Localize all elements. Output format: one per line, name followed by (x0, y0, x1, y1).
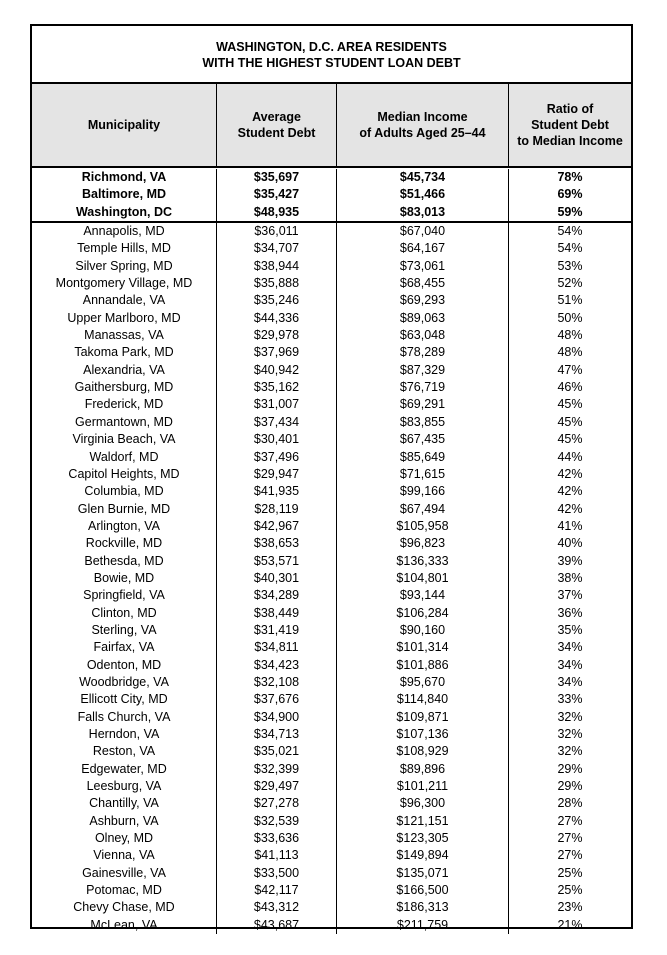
cell-average-debt: $33,500 (217, 865, 337, 882)
cell-municipality: Baltimore, MD (32, 186, 217, 203)
cell-ratio: 39% (557, 553, 583, 568)
cell-median-income: $107,136 (337, 726, 509, 743)
cell-median-income: $67,040 (337, 223, 509, 240)
cell-ratio: 50% (557, 310, 583, 325)
cell-average-debt: $35,246 (217, 292, 337, 309)
title-line-2: WITH THE HIGHEST STUDENT LOAN DEBT (202, 56, 461, 70)
cell-municipality: Manassas, VA (32, 327, 217, 344)
cell-average-debt: $29,947 (217, 466, 337, 483)
cell-average-debt: $37,969 (217, 344, 337, 361)
header-avg-debt-line-1: Average (252, 110, 301, 124)
table-row (32, 362, 631, 379)
cell-municipality: Silver Spring, MD (32, 258, 217, 275)
table-row (32, 501, 631, 518)
header-median-income-line-1: Median Income (377, 110, 468, 124)
table-row (32, 657, 631, 674)
cell-median-income: $89,896 (337, 761, 509, 778)
cell-municipality: Vienna, VA (32, 847, 217, 864)
cell-ratio: 69% (557, 187, 583, 202)
table-row (32, 292, 631, 309)
cell-average-debt: $38,944 (217, 258, 337, 275)
table-row (32, 310, 631, 327)
cell-ratio: 41% (557, 518, 583, 533)
cell-median-income: $186,313 (337, 899, 509, 916)
header-avg-debt-line-2: Student Debt (237, 126, 316, 140)
cell-municipality: Falls Church, VA (32, 709, 217, 726)
cell-ratio: 45% (557, 414, 583, 429)
cell-ratio: 38% (557, 570, 583, 585)
cell-municipality: Frederick, MD (32, 396, 217, 413)
cell-municipality: Potomac, MD (32, 882, 217, 899)
cell-municipality: Columbia, MD (32, 483, 217, 500)
table-row (32, 882, 631, 899)
cell-average-debt: $53,571 (217, 553, 337, 570)
cell-median-income: $85,649 (337, 449, 509, 466)
cell-ratio: 51% (557, 293, 583, 308)
cell-ratio: 47% (557, 362, 583, 377)
cell-municipality: Upper Marlboro, MD (32, 310, 217, 327)
cell-ratio: 48% (557, 345, 583, 360)
table-row (32, 223, 631, 240)
table-row (32, 917, 631, 934)
cell-ratio: 34% (557, 674, 583, 689)
header-ratio (509, 84, 631, 166)
cell-municipality: Herndon, VA (32, 726, 217, 743)
cell-municipality: Annapolis, MD (32, 223, 217, 240)
cell-ratio: 29% (557, 779, 583, 794)
table-row (32, 622, 631, 639)
cell-municipality: Glen Burnie, MD (32, 501, 217, 518)
cell-average-debt: $38,653 (217, 535, 337, 552)
cell-municipality: Washington, DC (32, 204, 217, 221)
cell-municipality: Ashburn, VA (32, 813, 217, 830)
header-ratio-line-2: Student Debt (531, 118, 609, 132)
cell-median-income: $69,291 (337, 396, 509, 413)
table-row (32, 204, 631, 223)
cell-median-income: $51,466 (337, 186, 509, 203)
cell-municipality: Ellicott City, MD (32, 691, 217, 708)
cell-municipality: Sterling, VA (32, 622, 217, 639)
cell-average-debt: $34,423 (217, 657, 337, 674)
cell-municipality: Gainesville, VA (32, 865, 217, 882)
cell-average-debt: $40,942 (217, 362, 337, 379)
cell-municipality: Gaithersburg, MD (32, 379, 217, 396)
cell-ratio: 42% (557, 466, 583, 481)
cell-ratio: 37% (557, 588, 583, 603)
cell-average-debt: $35,888 (217, 275, 337, 292)
cell-municipality: Odenton, MD (32, 657, 217, 674)
cell-median-income: $87,329 (337, 362, 509, 379)
cell-median-income: $83,013 (337, 204, 509, 221)
table-row (32, 553, 631, 570)
cell-median-income: $64,167 (337, 240, 509, 257)
cell-median-income: $149,894 (337, 847, 509, 864)
cell-median-income: $67,435 (337, 431, 509, 448)
table-row (32, 431, 631, 448)
cell-median-income: $211,759 (337, 917, 509, 934)
cell-average-debt: $36,011 (217, 223, 337, 240)
table-row (32, 414, 631, 431)
cell-average-debt: $42,967 (217, 518, 337, 535)
cell-ratio: 45% (557, 432, 583, 447)
cell-municipality: Bethesda, MD (32, 553, 217, 570)
table-row (32, 691, 631, 708)
cell-median-income: $166,500 (337, 882, 509, 899)
cell-average-debt: $28,119 (217, 501, 337, 518)
cell-municipality: Clinton, MD (32, 605, 217, 622)
cell-ratio: 59% (557, 204, 583, 219)
cell-average-debt: $41,113 (217, 847, 337, 864)
cell-median-income: $101,314 (337, 639, 509, 656)
cell-median-income: $136,333 (337, 553, 509, 570)
cell-average-debt: $29,497 (217, 778, 337, 795)
cell-median-income: $101,211 (337, 778, 509, 795)
cell-average-debt: $32,108 (217, 674, 337, 691)
cell-municipality: Germantown, MD (32, 414, 217, 431)
table-row (32, 726, 631, 743)
cell-municipality: Takoma Park, MD (32, 344, 217, 361)
cell-ratio: 27% (557, 831, 583, 846)
cell-ratio: 34% (557, 640, 583, 655)
cell-median-income: $69,293 (337, 292, 509, 309)
cell-average-debt: $34,713 (217, 726, 337, 743)
cell-ratio: 34% (557, 657, 583, 672)
table-row (32, 813, 631, 830)
cell-median-income: $67,494 (337, 501, 509, 518)
table-row (32, 639, 631, 656)
cell-municipality: Edgewater, MD (32, 761, 217, 778)
table-row (32, 396, 631, 413)
table-row (32, 605, 631, 622)
table-row (32, 743, 631, 760)
cell-median-income: $123,305 (337, 830, 509, 847)
cell-ratio: 28% (557, 796, 583, 811)
table-row (32, 587, 631, 604)
cell-median-income: $45,734 (337, 169, 509, 186)
cell-average-debt: $32,399 (217, 761, 337, 778)
cell-ratio: 54% (557, 224, 583, 239)
cell-median-income: $106,284 (337, 605, 509, 622)
table-row (32, 535, 631, 552)
cell-ratio: 27% (557, 813, 583, 828)
cell-ratio: 52% (557, 276, 583, 291)
cell-average-debt: $34,900 (217, 709, 337, 726)
cell-median-income: $71,615 (337, 466, 509, 483)
cell-median-income: $78,289 (337, 344, 509, 361)
cell-average-debt: $48,935 (217, 204, 337, 221)
table-row (32, 327, 631, 344)
table-row (32, 240, 631, 257)
cell-average-debt: $41,935 (217, 483, 337, 500)
cell-average-debt: $35,162 (217, 379, 337, 396)
cell-ratio: 32% (557, 709, 583, 724)
title-line-1: WASHINGTON, D.C. AREA RESIDENTS (216, 40, 447, 54)
cell-ratio: 42% (557, 484, 583, 499)
table-row (32, 899, 631, 916)
header-municipality (32, 84, 217, 166)
table-row (32, 483, 631, 500)
cell-median-income: $90,160 (337, 622, 509, 639)
cell-median-income: $105,958 (337, 518, 509, 535)
cell-municipality: Alexandria, VA (32, 362, 217, 379)
table-row (32, 186, 631, 203)
cell-municipality: Annandale, VA (32, 292, 217, 309)
cell-average-debt: $34,289 (217, 587, 337, 604)
cell-municipality: Reston, VA (32, 743, 217, 760)
cell-municipality: McLean, VA (32, 917, 217, 934)
cell-median-income: $101,886 (337, 657, 509, 674)
cell-median-income: $68,455 (337, 275, 509, 292)
header-ratio-line-3: to Median Income (517, 134, 623, 148)
cell-municipality: Bowie, MD (32, 570, 217, 587)
cell-average-debt: $27,278 (217, 795, 337, 812)
cell-median-income: $121,151 (337, 813, 509, 830)
cell-median-income: $76,719 (337, 379, 509, 396)
cell-ratio: 54% (557, 241, 583, 256)
cell-average-debt: $43,312 (217, 899, 337, 916)
table-row (32, 275, 631, 292)
table-row (32, 169, 631, 186)
cell-median-income: $109,871 (337, 709, 509, 726)
cell-median-income: $89,063 (337, 310, 509, 327)
table-row (32, 518, 631, 535)
table-row (32, 570, 631, 587)
cell-median-income: $104,801 (337, 570, 509, 587)
table-row (32, 379, 631, 396)
cell-ratio: 32% (557, 727, 583, 741)
cell-average-debt: $42,117 (217, 882, 337, 899)
cell-average-debt: $31,419 (217, 622, 337, 639)
table-row (32, 449, 631, 466)
cell-ratio: 40% (557, 536, 583, 551)
cell-average-debt: $37,496 (217, 449, 337, 466)
cell-ratio: 32% (557, 744, 583, 759)
cell-ratio: 25% (557, 883, 583, 898)
header-municipality-label: Municipality (87, 118, 161, 132)
header-median-income (337, 84, 509, 166)
cell-average-debt: $32,539 (217, 813, 337, 830)
cell-ratio: 42% (557, 501, 583, 516)
header-average-student-debt (217, 84, 337, 166)
cell-median-income: $96,823 (337, 535, 509, 552)
cell-average-debt: $35,427 (217, 186, 337, 203)
header-median-income-line-2: of Adults Aged 25–44 (359, 126, 486, 140)
cell-average-debt: $30,401 (217, 431, 337, 448)
table-row (32, 865, 631, 882)
table-row (32, 674, 631, 691)
cell-ratio: 36% (557, 605, 583, 620)
header-ratio-line-1: Ratio of (546, 102, 594, 116)
table-row (32, 258, 631, 275)
cell-median-income: $108,929 (337, 743, 509, 760)
cell-ratio: 35% (557, 622, 583, 637)
cell-median-income: $95,670 (337, 674, 509, 691)
table-body (32, 169, 631, 934)
cell-average-debt: $34,811 (217, 639, 337, 656)
cell-median-income: $73,061 (337, 258, 509, 275)
cell-municipality: Fairfax, VA (32, 639, 217, 656)
cell-average-debt: $29,978 (217, 327, 337, 344)
cell-municipality: Montgomery Village, MD (32, 275, 217, 292)
cell-ratio: 48% (557, 328, 583, 343)
cell-municipality: Chevy Chase, MD (32, 899, 217, 916)
cell-municipality: Virginia Beach, VA (32, 431, 217, 448)
cell-municipality: Arlington, VA (32, 518, 217, 535)
table-row (32, 344, 631, 361)
cell-average-debt: $35,021 (217, 743, 337, 760)
cell-median-income: $63,048 (337, 327, 509, 344)
cell-ratio: 53% (557, 258, 583, 273)
table-row (32, 830, 631, 847)
cell-average-debt: $44,336 (217, 310, 337, 327)
cell-municipality: Temple Hills, MD (32, 240, 217, 257)
cell-average-debt: $33,636 (217, 830, 337, 847)
cell-median-income: $114,840 (337, 691, 509, 708)
cell-ratio: 78% (557, 170, 583, 184)
cell-ratio: 23% (557, 900, 583, 915)
cell-ratio: 27% (557, 848, 583, 863)
cell-municipality: Woodbridge, VA (32, 674, 217, 691)
cell-ratio: 33% (557, 692, 583, 707)
cell-municipality: Leesburg, VA (32, 778, 217, 795)
cell-municipality: Chantilly, VA (32, 795, 217, 812)
cell-median-income: $96,300 (337, 795, 509, 812)
table-row (32, 795, 631, 812)
table-row (32, 778, 631, 795)
cell-ratio: 46% (557, 380, 583, 395)
table-frame (30, 24, 633, 932)
table-row (32, 466, 631, 483)
table-row (32, 847, 631, 864)
cell-average-debt: $40,301 (217, 570, 337, 587)
cell-average-debt: $31,007 (217, 396, 337, 413)
table-title (32, 26, 631, 84)
cell-average-debt: $34,707 (217, 240, 337, 257)
cell-median-income: $135,071 (337, 865, 509, 882)
cell-ratio: 44% (557, 449, 583, 464)
cell-ratio: 45% (557, 397, 583, 412)
cell-ratio: 25% (557, 865, 583, 880)
table-row (32, 709, 631, 726)
cell-municipality: Capitol Heights, MD (32, 466, 217, 483)
cell-median-income: $83,855 (337, 414, 509, 431)
cell-median-income: $99,166 (337, 483, 509, 500)
cell-average-debt: $37,434 (217, 414, 337, 431)
cell-median-income: $93,144 (337, 587, 509, 604)
cell-average-debt: $38,449 (217, 605, 337, 622)
cell-municipality: Rockville, MD (32, 535, 217, 552)
cell-municipality: Olney, MD (32, 830, 217, 847)
table-row (32, 761, 631, 778)
cell-municipality: Waldorf, MD (32, 449, 217, 466)
cell-average-debt: $37,676 (217, 691, 337, 708)
table-header (32, 84, 631, 168)
cell-average-debt: $35,697 (217, 169, 337, 186)
cell-ratio: 29% (557, 761, 583, 776)
cell-average-debt: $43,687 (217, 917, 337, 934)
cell-municipality: Richmond, VA (32, 169, 217, 186)
cell-ratio: 21% (557, 917, 583, 932)
cell-municipality: Springfield, VA (32, 587, 217, 604)
